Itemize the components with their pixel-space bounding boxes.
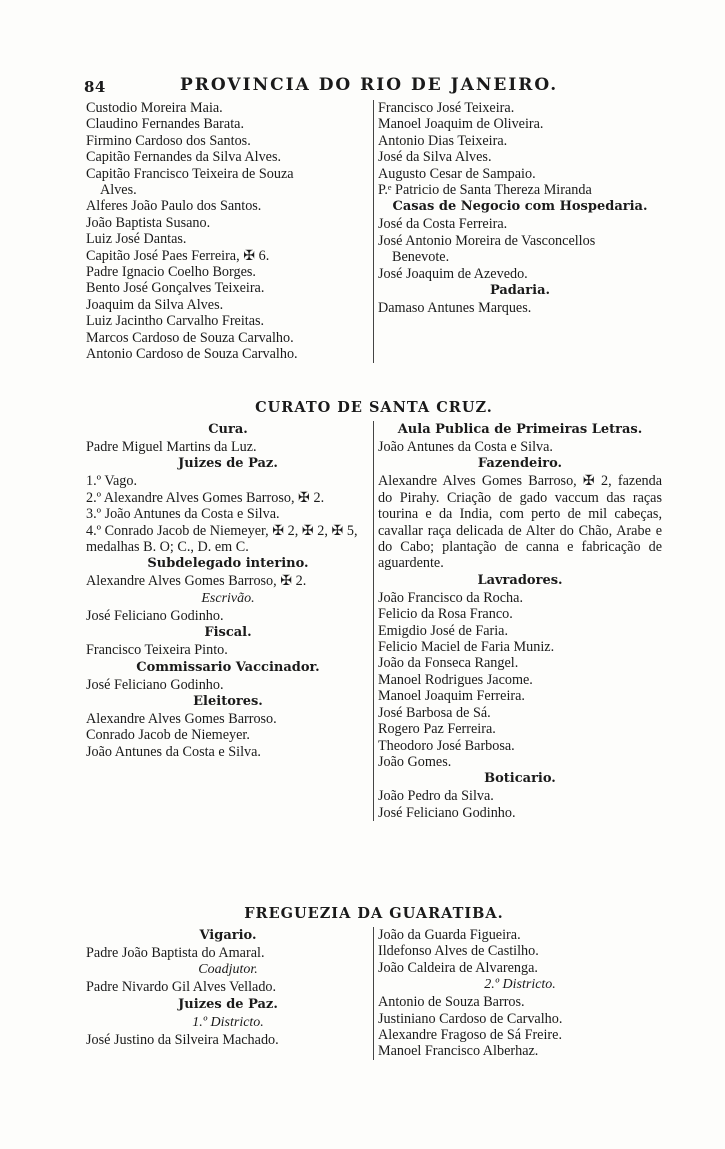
list-item: João da Guarda Figueira. xyxy=(378,927,521,943)
list-item: P.ᵉ Patricio de Santa Thereza Miranda xyxy=(378,182,592,199)
heading-eleitores: Eleitores. xyxy=(193,694,263,710)
list-item: 4.º Conrado Jacob de Niemeyer, ✠ 2, ✠ 2, ✠ 5, medalhas B. O; C., D. em C. xyxy=(86,522,358,556)
heading-commissario: Commissario Vaccinador. xyxy=(136,659,320,675)
list-item: Alexandre Alves Gomes Barroso, ✠ 2, fazenda do Pirahy. Criação de gado vaccum das raças tourina e da India, com perto de mil cabeças, cavallar raça delicada de Alter do Chão, Arabe e do Cabo; plantação de canna e fabricação de aguardente. xyxy=(378,473,662,572)
list-item: Manoel Rodrigues Jacome. xyxy=(378,671,533,688)
list-item: João Antunes da Costa e Silva. xyxy=(86,743,261,760)
heading-fazendeiro: Fazendeiro. xyxy=(477,456,563,472)
list-item: Padre Ignacio Coelho Borges. xyxy=(86,264,256,281)
heading-subdelegado: Subdelegado interino. xyxy=(147,556,309,572)
list-item: Antonio Cardoso de Souza Carvalho. xyxy=(86,346,298,363)
list-item: Ildefonso Alves de Castilho. xyxy=(378,943,539,960)
list-item: Bento José Gonçalves Teixeira. xyxy=(86,280,265,297)
list-item: Augusto Cesar de Sampaio. xyxy=(378,165,536,182)
heading-vigario: Vigario. xyxy=(199,928,257,943)
heading-lavradores: Lavradores. xyxy=(477,572,563,588)
list-item: João Francisco da Rocha. xyxy=(378,589,523,606)
section-title: CURATO DE SANTA CRUZ. xyxy=(255,399,493,416)
running-title: PROVINCIA DO RIO DE JANEIRO. xyxy=(180,75,559,95)
heading-juizes-de-paz: Juizes de Paz. xyxy=(178,456,278,472)
list-item: João Pedro da Silva. xyxy=(378,788,494,805)
section-title: FREGUEZIA DA GUARATIBA. xyxy=(244,905,504,922)
list-item: Firmino Cardoso dos Santos. xyxy=(86,132,251,149)
list-item: Antonio Dias Teixeira. xyxy=(378,132,508,149)
list-item: Theodoro José Barbosa. xyxy=(378,737,515,754)
list-item: Alexandre Fragoso de Sá Freire. xyxy=(378,1027,562,1044)
heading-distrito-2: 2.º Districto. xyxy=(484,977,556,993)
list-item: João Caldeira de Alvarenga. xyxy=(378,959,538,976)
heading-padaria: Padaria. xyxy=(489,283,551,299)
list-item: João da Fonseca Rangel. xyxy=(378,655,519,672)
list-item: João Antunes da Costa e Silva. xyxy=(378,439,553,455)
list-item: Damaso Antunes Marques. xyxy=(378,300,532,317)
list-item: José Feliciano Godinho. xyxy=(86,676,224,693)
list-item: Joaquim da Silva Alves. xyxy=(86,296,224,313)
left-column xyxy=(86,927,374,1060)
list-item: Padre João Baptista do Amaral. xyxy=(86,945,265,961)
list-item: 1.º Vago. xyxy=(86,473,138,490)
left-column xyxy=(86,421,374,821)
list-item: José da Costa Ferreira. xyxy=(378,216,508,233)
list-item: Capitão Fernandes da Silva Alves. xyxy=(86,149,282,166)
heading-distrito-1: 1.º Districto. xyxy=(192,1014,264,1030)
list-item: Luiz José Dantas. xyxy=(86,231,187,248)
heading-juizes-de-paz: Juizes de Paz. xyxy=(178,996,278,1012)
list-item: Manoel Francisco Alberhaz. xyxy=(378,1043,539,1060)
right-column xyxy=(374,927,662,1060)
list-item: Claudino Fernandes Barata. xyxy=(86,116,244,133)
heading-casas-de-negocio: Casas de Negocio com Hospedaria. xyxy=(392,199,648,215)
right-column xyxy=(374,100,662,363)
list-item: Justiniano Cardoso de Carvalho. xyxy=(378,1010,563,1027)
list-item: Manoel Joaquim Ferreira. xyxy=(378,688,525,705)
list-item: Felicio Maciel de Faria Muniz. xyxy=(378,639,555,656)
list-item: Francisco José Teixeira. xyxy=(378,100,515,116)
list-item: Capitão Francisco Teixeira de Souza xyxy=(86,165,294,182)
list-item: José da Silva Alves. xyxy=(378,149,492,166)
section-curato-santa-cruz xyxy=(86,397,662,821)
list-item: 3.º João Antunes da Costa e Silva. xyxy=(86,506,280,523)
list-item: José Feliciano Godinho. xyxy=(86,607,224,624)
list-item: Alves. xyxy=(100,182,137,199)
list-item: Marcos Cardoso de Souza Carvalho. xyxy=(86,329,294,346)
right-column xyxy=(374,421,662,821)
list-item: João Gomes. xyxy=(378,753,452,770)
left-column xyxy=(86,100,374,363)
list-item: João Baptista Susano. xyxy=(86,214,211,231)
list-item: Benevote. xyxy=(392,249,450,266)
list-item: Custodio Moreira Maia. xyxy=(86,100,223,116)
list-item: Emigdio José de Faria. xyxy=(378,622,509,639)
heading-aula-publica: Aula Publica de Primeiras Letras. xyxy=(397,422,643,437)
list-item: Padre Miguel Martins da Luz. xyxy=(86,439,257,455)
heading-fiscal: Fiscal. xyxy=(204,625,252,641)
list-item: Alexandre Alves Gomes Barroso. xyxy=(86,711,277,728)
heading-escrivao: Escrivão. xyxy=(201,590,255,606)
list-item: Padre Nivardo Gil Alves Vellado. xyxy=(86,979,277,996)
list-item: José Justino da Silveira Machado. xyxy=(86,1031,279,1048)
list-item: José Antonio Moreira de Vasconcellos xyxy=(378,232,596,249)
list-item: Capitão José Paes Ferreira, ✠ 6. xyxy=(86,247,270,264)
list-item: Luiz Jacintho Carvalho Freitas. xyxy=(86,313,265,330)
list-item: 2.º Alexandre Alves Gomes Barroso, ✠ 2. xyxy=(86,489,325,506)
page-number: 84 xyxy=(84,78,106,96)
list-item: Rogero Paz Ferreira. xyxy=(378,721,496,738)
section-continuation xyxy=(86,100,662,363)
list-item: Francisco Teixeira Pinto. xyxy=(86,642,228,659)
section-freguezia-guaratiba xyxy=(86,903,662,1060)
list-item: Antonio de Souza Barros. xyxy=(378,994,525,1011)
list-item: José Feliciano Godinho. xyxy=(378,804,516,821)
heading-boticario: Boticario. xyxy=(484,771,556,787)
heading-cura: Cura. xyxy=(208,422,248,437)
list-item: Alferes João Paulo dos Santos. xyxy=(86,198,262,215)
list-item: José Joaquim de Azevedo. xyxy=(378,265,528,282)
list-item: Manoel Joaquim de Oliveira. xyxy=(378,116,544,133)
list-item: Felicio da Rosa Franco. xyxy=(378,606,513,623)
list-item: Alexandre Alves Gomes Barroso, ✠ 2. xyxy=(86,573,307,590)
list-item: Conrado Jacob de Niemeyer. xyxy=(86,727,250,744)
heading-coadjutor: Coadjutor. xyxy=(198,962,258,978)
list-item: José Barbosa de Sá. xyxy=(378,704,491,721)
